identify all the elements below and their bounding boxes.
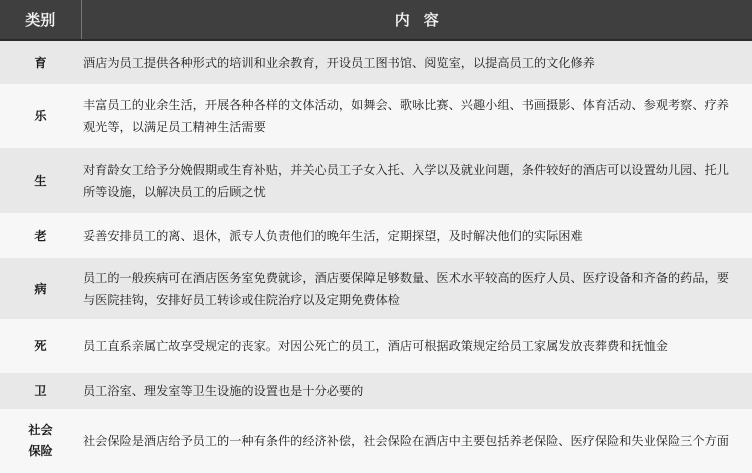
category-label: 病 — [34, 281, 47, 296]
content-text: 员工直系亲属亡故享受规定的丧家。对因公死亡的员工，酒店可根据政策规定给员工家属发放丧葬费和抚恤金 — [83, 339, 668, 353]
table-row — [0, 84, 752, 148]
category-cell — [0, 258, 81, 319]
content-cell — [81, 409, 752, 473]
header-category: 类别 — [0, 0, 81, 40]
content-text: 员工的一般疾病可在酒店医务室免费就诊，酒店要保障足够数量、医术水平较高的医疗人员、医疗设备和齐备的药品，要与医院挂钩，安排好员工转诊或住院治疗以及定期免费体检 — [83, 270, 729, 307]
content-cell — [81, 373, 752, 409]
category-label: 育 — [34, 55, 47, 70]
category-cell — [0, 213, 81, 258]
category-label: 社会保险 — [28, 423, 53, 458]
content-text: 员工浴室、理发室等卫生设施的设置也是十分必要的 — [83, 384, 364, 398]
content-cell — [81, 84, 752, 148]
table-row — [0, 213, 752, 258]
table-row — [0, 409, 752, 473]
content-text: 对育龄女工给予分娩假期或生育补贴，并关心员工子女入托、入学以及就业问题，条件较好的酒店可以设置幼儿园、托儿所等设施，以解决员工的后顾之忧 — [83, 162, 729, 199]
content-cell — [81, 40, 752, 84]
category-cell — [0, 84, 81, 148]
table-row — [0, 319, 752, 373]
table-row — [0, 258, 752, 319]
category-cell — [0, 319, 81, 373]
table-row — [0, 40, 752, 84]
category-cell — [0, 409, 81, 473]
category-label: 卫 — [34, 384, 47, 398]
content-text: 妥善安排员工的离、退休，派专人负责他们的晚年生活，定期探望，及时解决他们的实际困难 — [83, 228, 583, 243]
category-label: 生 — [34, 173, 47, 188]
category-label: 死 — [34, 339, 47, 353]
table-row — [0, 373, 752, 409]
content-text: 酒店为员工提供各种形式的培训和业余教育，开设员工图书馆、阅览室，以提高员工的文化修养 — [83, 55, 595, 70]
table-header-row — [0, 0, 752, 40]
content-cell — [81, 148, 752, 213]
category-cell — [0, 40, 81, 84]
category-cell — [0, 148, 81, 213]
content-text: 丰富员工的业余生活，开展各种各样的文体活动，如舞会、歌咏比赛、兴趣小组、书画摄影、体育活动、参观考察、疗养观光等，以满足员工精神生活需要 — [83, 98, 729, 134]
category-label: 老 — [34, 228, 47, 243]
header-content: 内容 — [81, 0, 752, 40]
table-row — [0, 148, 752, 213]
content-cell — [81, 258, 752, 319]
category-cell — [0, 373, 81, 409]
content-cell — [81, 319, 752, 373]
category-label: 乐 — [34, 109, 47, 123]
content-text: 社会保险是酒店给予员工的一种有条件的经济补偿，社会保险在酒店中主要包括养老保险、医疗保险和失业保险三个方面 — [83, 434, 729, 448]
content-cell — [81, 213, 752, 258]
